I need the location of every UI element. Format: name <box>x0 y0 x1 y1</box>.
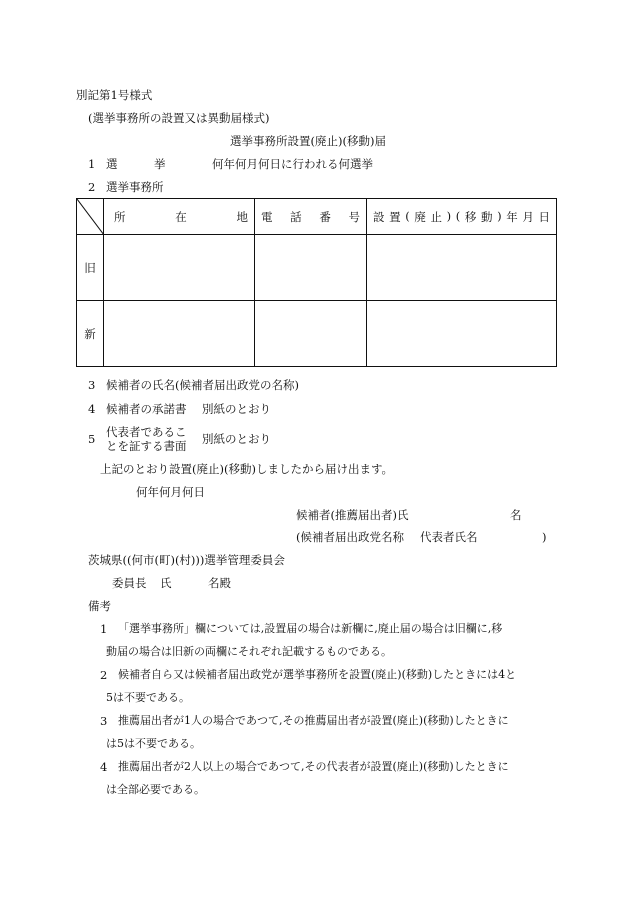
item1-value: 何年何月何日に行われる何選挙 <box>212 157 373 171</box>
header-date-char: 設 <box>373 209 385 224</box>
note2-number: 2 <box>100 668 108 682</box>
note1-line2: 動届の場合は旧新の両欄にそれぞれ記載するものである。 <box>106 645 392 658</box>
item1-number: 1 <box>88 157 96 171</box>
addressee-shi: 氏 <box>160 576 172 590</box>
item3-number: 3 <box>88 378 96 392</box>
notes-heading: 備考 <box>88 599 111 613</box>
header-date-char: 廃 <box>414 209 426 224</box>
header-date-char: 止 <box>430 209 442 224</box>
header-phone-char: 番 <box>319 209 331 224</box>
note3-line2: は5は不要である。 <box>106 737 201 750</box>
header-location-char: 在 <box>175 209 187 224</box>
note2-line1: 候補者自ら又は候補者届出政党が選挙事務所を設置(廃止)(移動)したときには4と <box>118 668 517 681</box>
document-title: 選挙事務所設置(廃止)(移動)届 <box>230 134 386 148</box>
header-phone-char: 号 <box>348 209 360 224</box>
diagonal-line <box>77 199 104 235</box>
header-date-char: 動 <box>481 209 493 224</box>
old-date-cell[interactable] <box>367 235 557 301</box>
item4-number: 4 <box>88 402 96 416</box>
item4-value: 別紙のとおり <box>202 402 271 416</box>
note3-line1: 推薦届出者が1人の場合であつて,その推薦届出者が設置(廃止)(移動)したときに <box>118 714 509 727</box>
note1-number: 1 <box>100 622 108 636</box>
table-row-new <box>77 301 557 367</box>
header-phone-char: 電 <box>261 209 273 224</box>
new-date-cell[interactable] <box>367 301 557 367</box>
diagonal-corner-cell <box>77 199 104 235</box>
table-header-row <box>77 199 557 235</box>
header-date-char: ( <box>405 208 410 223</box>
item5-number: 5 <box>88 432 96 446</box>
header-location-char: 所 <box>114 209 126 224</box>
header-location <box>104 199 255 235</box>
note3-number: 3 <box>100 714 108 728</box>
addressee-committee: 茨城県((何市(町)(村)))選挙管理委員会 <box>88 553 285 567</box>
item5-label-line2: とを証する書面 <box>106 439 187 453</box>
item2-number: 2 <box>88 180 96 194</box>
header-date-char: 日 <box>538 209 550 224</box>
note4-line2: は全部必要である。 <box>106 783 205 796</box>
item5-value: 別紙のとおり <box>202 432 271 446</box>
statement: 上記のとおり設置(廃止)(移動)しましたから届け出ます。 <box>100 462 394 476</box>
new-location-cell[interactable] <box>104 301 255 367</box>
note4-number: 4 <box>100 760 108 774</box>
note2-line2: 5は不要である。 <box>106 691 190 704</box>
party-representative: 代表者氏名 <box>420 530 478 544</box>
header-date-char: ( <box>455 208 461 223</box>
party-close: ) <box>542 530 547 544</box>
header-date <box>367 199 557 235</box>
new-phone-cell[interactable] <box>255 301 367 367</box>
candidate-label: 候補者(推薦届出者)氏 <box>296 508 409 522</box>
header-phone <box>255 199 367 235</box>
item3-label: 候補者の氏名(候補者届出政党の名称) <box>106 378 299 392</box>
candidate-name-suffix: 名 <box>510 508 522 522</box>
header-date-char: 移 <box>464 209 477 224</box>
note4-line1: 推薦届出者が2人以上の場合であつて,その代表者が設置(廃止)(移動)したときに <box>118 760 509 773</box>
old-phone-cell[interactable] <box>255 235 367 301</box>
header-location-char: 地 <box>236 209 248 224</box>
header-date-char: ) <box>446 208 452 223</box>
form-subtitle: (選挙事務所の設置又は異動届様式) <box>88 111 270 125</box>
old-location-cell[interactable] <box>104 235 255 301</box>
header-date-char: 年 <box>506 209 518 224</box>
header-phone-char: 話 <box>290 209 302 224</box>
item1-label-char1: 選 <box>106 157 118 171</box>
addressee-chair: 委員長 <box>112 576 147 590</box>
addressee-sama: 名殿 <box>208 576 231 590</box>
header-date-char: 月 <box>522 209 534 224</box>
party-open: (候補者届出政党名称 <box>296 530 404 544</box>
office-table <box>76 198 557 367</box>
header-date-char: ) <box>497 208 502 223</box>
item4-label: 候補者の承諾書 <box>106 402 187 416</box>
header-date-char: 置 <box>389 209 401 224</box>
item1-label-char2: 挙 <box>154 157 166 171</box>
row-label-new: 新 <box>77 301 104 367</box>
item5-label-line1: 代表者であるこ <box>106 425 187 439</box>
item2-label: 選挙事務所 <box>106 180 164 194</box>
date-line: 何年何月何日 <box>136 485 205 499</box>
row-label-old: 旧 <box>77 235 104 301</box>
table-row-old <box>77 235 557 301</box>
form-number: 別記第1号様式 <box>76 88 153 102</box>
note1-line1: 「選挙事務所」欄については,設置届の場合は新欄に,廃止届の場合は旧欄に,移 <box>118 622 503 635</box>
